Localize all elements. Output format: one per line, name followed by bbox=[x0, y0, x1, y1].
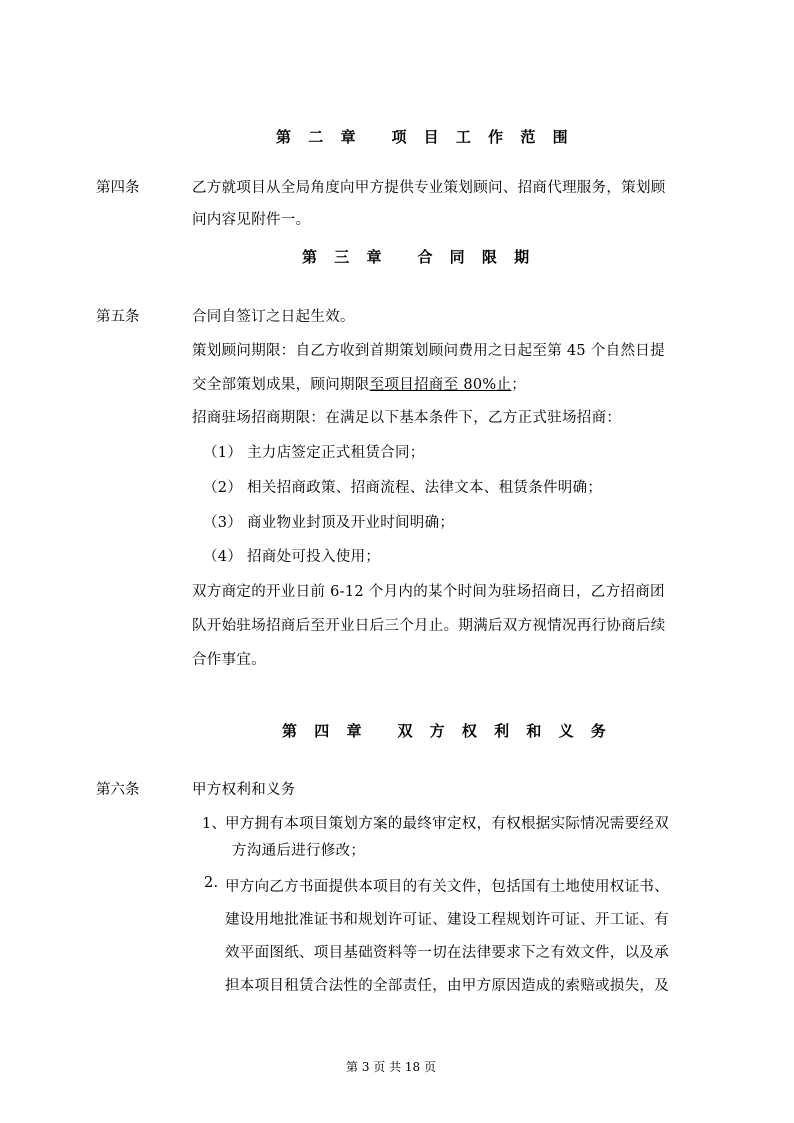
item-line: 担本项目租赁合法性的全部责任，由甲方原因造成的索赔或损失，及 bbox=[225, 978, 669, 994]
item-line: 建设用地批准证书和规划许可证、建设工程规划许可证、开工证、有 bbox=[225, 912, 669, 928]
item-number: 1、 bbox=[202, 816, 227, 832]
chapter-title: 项 目 工 作 范 围 bbox=[391, 128, 574, 146]
article-4-label: 第四条 bbox=[96, 180, 140, 196]
condition-text: 商业物业封顶及开业时间明确； bbox=[247, 515, 455, 531]
article-5-line bbox=[192, 373, 526, 394]
article-6-heading: 甲方权利和义务 bbox=[192, 782, 296, 798]
chapter-2-heading bbox=[276, 126, 574, 147]
condition-number: （4） bbox=[203, 549, 243, 565]
chapter-title: 合 同 限 期 bbox=[417, 248, 536, 266]
chapter-3-heading bbox=[302, 246, 535, 267]
article-5-label: 第五条 bbox=[96, 309, 140, 325]
item-line: 方沟通后进行修改； bbox=[232, 843, 366, 859]
chapter-4-heading bbox=[282, 720, 612, 741]
condition-number: （2） bbox=[203, 480, 243, 496]
condition-number: （1） bbox=[203, 445, 243, 461]
article-5-text: 交全部策划成果，顾问期限 bbox=[192, 377, 370, 393]
chapter-number: 第 三 章 bbox=[302, 248, 388, 266]
condition-number: （3） bbox=[203, 515, 243, 531]
article-5-line: 队开始驻场招商后至开业日后三个月止。期满后双方视情况再行协商后续 bbox=[192, 618, 666, 634]
article-5-line: 合同自签订之日起生效。 bbox=[192, 309, 355, 325]
article-4-line: 问内容见附件一。 bbox=[192, 212, 311, 228]
item-line: 效平面图纸、项目基础资料等一切在法律要求下之有效文件，以及承 bbox=[225, 945, 669, 961]
condition-text: 相关招商政策、招商流程、法律文本、租赁条件明确； bbox=[247, 480, 603, 496]
chapter-number: 第 二 章 bbox=[276, 128, 362, 146]
article-6-label: 第六条 bbox=[96, 782, 140, 798]
underlined-period-text: 至项目招商至 80%止 bbox=[369, 377, 512, 393]
item-line: 甲方向乙方书面提供本项目的有关文件，包括国有土地使用权证书、 bbox=[225, 879, 669, 895]
article-5-line: 策划顾问期限：自乙方收到首期策划顾问费用之日起至第 45 个自然日提 bbox=[192, 343, 665, 359]
chapter-title: 双 方 权 利 和 义 务 bbox=[397, 722, 612, 740]
article-4-line: 乙方就项目从全局角度向甲方提供专业策划顾问、招商代理服务，策划顾 bbox=[192, 180, 666, 196]
item-number: 2. bbox=[204, 875, 219, 891]
article-5-line: 合作事宜。 bbox=[192, 652, 266, 668]
chapter-number: 第 四 章 bbox=[282, 722, 368, 740]
article-5-line: 招商驻场招商期限：在满足以下基本条件下，乙方正式驻场招商： bbox=[192, 410, 622, 426]
article-5-line: 双方商定的开业日前 6-12 个月内的某个时间为驻场招商日，乙方招商团 bbox=[192, 584, 665, 600]
article-5-text: ； bbox=[511, 377, 527, 393]
condition-text: 招商处可投入使用； bbox=[247, 549, 381, 565]
item-line: 甲方拥有本项目策划方案的最终审定权，有权根据实际情况需要经双 bbox=[225, 816, 669, 832]
condition-text: 主力店签定正式租赁合同； bbox=[247, 445, 425, 461]
page-footer: 第 3 页 共 18 页 bbox=[346, 1060, 436, 1074]
